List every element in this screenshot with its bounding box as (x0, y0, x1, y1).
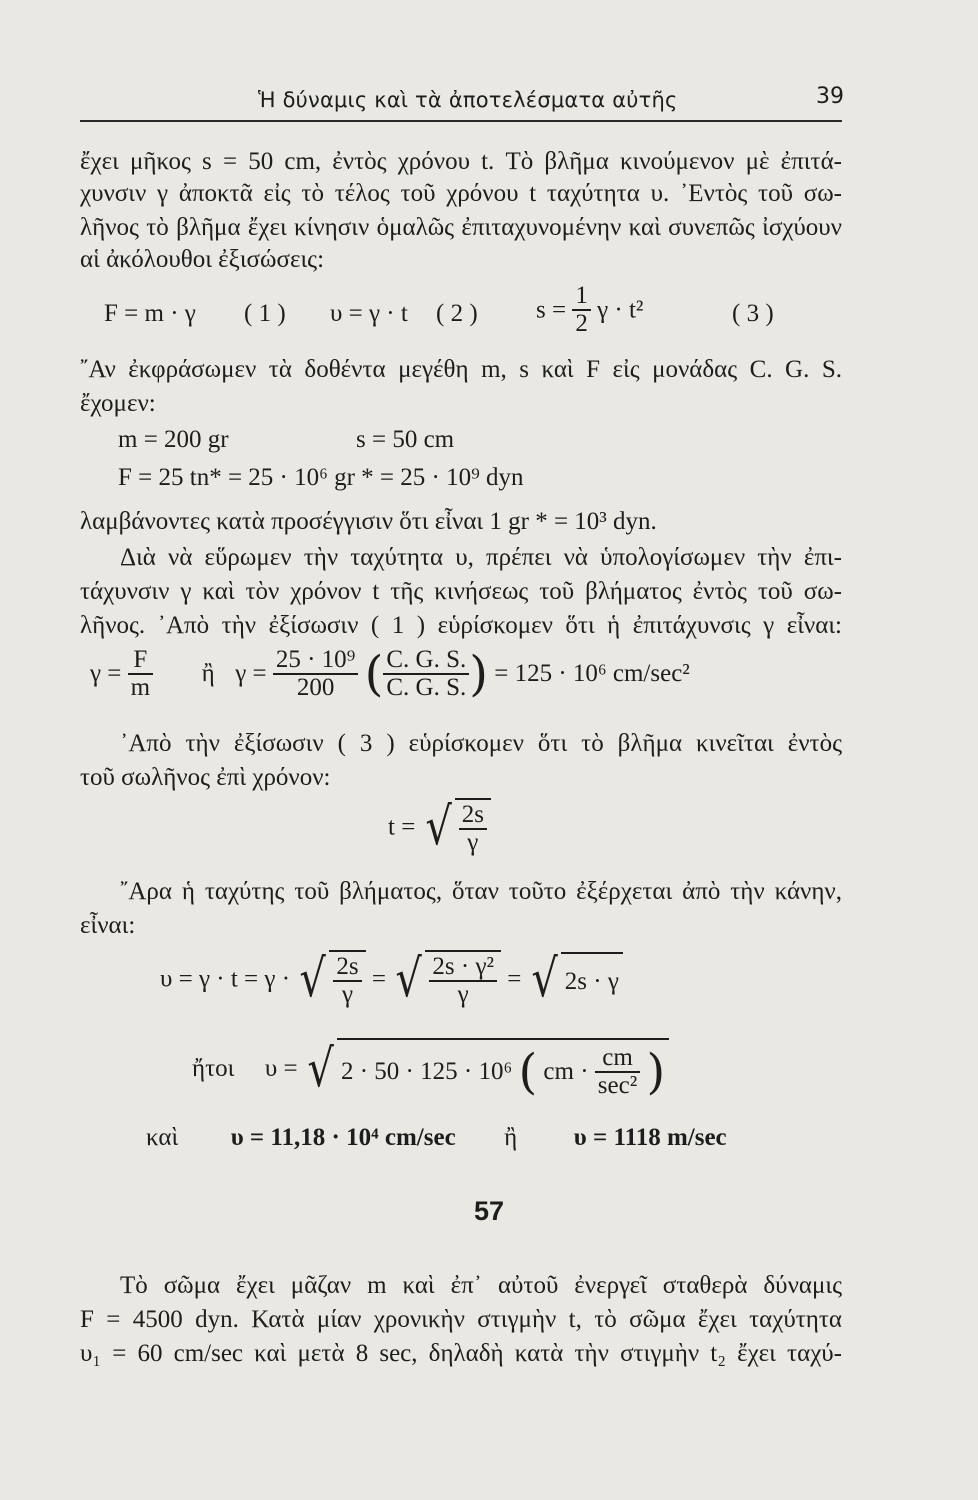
speed-fraction-2-numerator: 2s · γ² (429, 954, 497, 982)
accel-line-3: λῆνος. ᾿Απὸ τὴν ἐξίσωσιν ( 1 ) εὑρίσκομεν ὅτι ἡ ἐπιτάχυνσις γ εἶναι: (80, 612, 842, 639)
unit-denominator: C. G. S. (386, 674, 467, 701)
problem-line-2: F = 4500 dyn. Κατὰ μίαν χρονικὴν στιγμὴν t, τὸ σῶμα ἔχει ταχύτητα (80, 1306, 842, 1333)
kai-word: καὶ (146, 1124, 179, 1151)
equation-1: F = m · γ (104, 300, 196, 327)
equation-2-label: ( 2 ) (436, 300, 478, 327)
gamma-eq-1: γ = (90, 660, 122, 687)
force-numerator: F (128, 647, 153, 675)
intro-line-3: λῆνος τὸ βλῆμα ἔχει κίνησιν ὁμαλῶς ἐπιταχυνομένην καὶ συνεπῶς ἰσχύουν (80, 214, 842, 241)
or-word-2: ἢ (504, 1124, 518, 1151)
equation-2: υ = γ · t (330, 300, 408, 327)
speed-line-2: εἶναι: (80, 912, 136, 939)
speed-result-cm: υ = 11,18 · 10⁴ cm/sec (230, 1124, 456, 1151)
value-numerator: 25 · 10⁹ (273, 647, 359, 675)
mass-denominator: m (130, 674, 151, 701)
intro-line-2: χυνσιν γ ἀποκτᾶ εἰς τὸ τέλος τοῦ χρόνου t ταχύτητα υ. ᾿Εντὸς τοῦ σω- (80, 180, 842, 207)
equation-3-label: ( 3 ) (732, 300, 774, 327)
time-line-1: ᾿Απὸ τὴν ἐξίσωσιν ( 3 ) εὑρίσκομεν ὅτι τὸ βλῆμα κινεῖται ἐντὸς (120, 730, 842, 757)
unit-numerator: C. G. S. (383, 647, 469, 675)
accel-line-1: Διὰ νὰ εὕρωμεν τὴν ταχύτητα υ, πρέπει νὰ ὑπολογίσωμεν τὴν ἐπι- (120, 544, 842, 571)
unit-cm: cm · (543, 1058, 589, 1085)
v-eq: υ = γ · t = γ · (160, 965, 291, 993)
unit-sec2-denominator: sec² (597, 1072, 638, 1099)
given-length: s = 50 cm (356, 426, 455, 453)
given-force: F = 25 tn* = 25 · 10⁶ gr * = 25 · 10⁹ dyn (118, 464, 524, 491)
intro-line-1: ἔχει μῆκος s = 50 cm, ἐντὸς χρόνου t. Τὸ βλῆμα κινούμενον μὲ ἐπιτά- (80, 148, 842, 175)
unit-left-paren: ( (518, 1044, 538, 1100)
value-fraction (273, 647, 359, 702)
speed-line-1: ῎Αρα ἡ ταχύτης τοῦ βλήματος, ὅταν τοῦτο ἐξέρχεται ἀπὸ τὴν κάνην, (120, 878, 842, 905)
t-eq: t = (388, 813, 416, 841)
or-word-1: ἢ (201, 660, 215, 687)
time-denominator: γ (467, 829, 479, 857)
accel-line-2: τάχυνσιν γ καὶ τὸν χρόνον t τῆς κινήσεως τοῦ βλήματος ἐντὸς τοῦ σω- (80, 578, 842, 605)
acceleration-result: = 125 · 10⁶ cm/sec² (494, 660, 690, 687)
speed-fraction-1 (333, 954, 361, 1009)
speed-fraction-1-denominator: γ (342, 981, 354, 1009)
header-rule (80, 120, 842, 122)
problem-line-3: υ₁ = 60 cm/sec καὶ μετὰ 8 sec, δηλαδὴ κατὰ τὴν στιγμὴν t₂ ἔχει ταχύ- (80, 1340, 842, 1367)
force-over-mass-fraction (128, 647, 153, 702)
speed-sqrt-3-body: 2s · γ (561, 952, 623, 1006)
speed-final-row (146, 1124, 727, 1152)
speed-equation-1 (160, 950, 623, 1009)
speed-sqrt-3 (528, 949, 623, 1010)
equation-3-right: γ · t² (597, 296, 644, 324)
time-numerator: 2s (459, 802, 487, 830)
page-number: 39 (816, 84, 844, 109)
value-denominator: 200 (296, 674, 335, 701)
problem-line-1: Τὸ σῶμα ἔχει μᾶζαν m καὶ ἐπ᾿ αὐτοῦ ἐνεργεῖ σταθερὰ δύναμις (120, 1272, 842, 1299)
given-mass: m = 200 gr (118, 426, 229, 453)
problem-number: 57 (473, 1196, 505, 1226)
equation-3 (536, 283, 643, 338)
sqrt-sign-icon: √ (307, 1039, 334, 1099)
time-equation (388, 798, 491, 857)
sqrt-sign-icon: √ (395, 949, 423, 1010)
speed-sqrt-1 (296, 950, 365, 1009)
sqrt-sign-icon: √ (530, 949, 558, 1010)
v-eq-2: υ = (264, 1055, 298, 1082)
approximation-line: λαμβάνοντες κατὰ προσέγγισιν ὅτι εἶναι 1 gr * = 10³ dyn. (80, 508, 657, 535)
speed-fraction-1-numerator: 2s (333, 954, 361, 982)
sqrt-numeric-body: 2 · 50 · 125 · 10⁶ (340, 1058, 513, 1085)
speed-fraction-2-denominator: γ (457, 981, 469, 1009)
time-fraction (459, 802, 487, 857)
unit-cm-numerator: cm (595, 1045, 640, 1073)
equal-sign-1: = (371, 965, 387, 993)
sqrt-sign-icon: √ (299, 949, 327, 1010)
unit-fraction (383, 647, 469, 702)
equal-sign-2: = (507, 965, 522, 993)
speed-sqrt-numeric (304, 1038, 669, 1100)
sqrt-sign-icon: √ (424, 797, 452, 858)
given-line-2: ἔχομεν: (80, 390, 156, 417)
speed-fraction-2 (429, 954, 497, 1009)
time-sqrt (422, 798, 491, 857)
unit-cm-per-sec2-fraction (595, 1045, 640, 1100)
acceleration-equation (90, 646, 690, 702)
equation-3-denominator: 2 (575, 310, 588, 338)
equation-3-left: s = (536, 296, 567, 324)
equation-3-numerator: 1 (572, 283, 591, 311)
unit-right-paren: ) (646, 1044, 666, 1100)
speed-equation-2 (192, 1038, 669, 1100)
running-header-title: Ἡ δύναμις καὶ τὰ ἀποτελέσματα αὐτῆς (258, 88, 678, 112)
gamma-eq-2: γ = (235, 660, 267, 687)
time-line-2: τοῦ σωλῆνος ἐπὶ χρόνον: (80, 764, 331, 791)
equation-3-fraction (572, 283, 591, 338)
equation-1-label: ( 1 ) (244, 300, 286, 327)
intro-line-4: αἱ ἀκόλουθοι ἐξισώσεις: (80, 246, 325, 273)
given-line-1: ῎Αν ἐκφράσωμεν τὰ δοθέντα μεγέθη m, s καὶ F εἰς μονάδας C. G. S. (80, 356, 842, 383)
right-paren: ) (469, 646, 488, 702)
itoi-word: ἤτοι (192, 1055, 235, 1082)
left-paren: ( (364, 646, 384, 702)
speed-sqrt-2 (392, 950, 501, 1009)
speed-result-m: υ = 1118 m/sec (573, 1124, 727, 1151)
